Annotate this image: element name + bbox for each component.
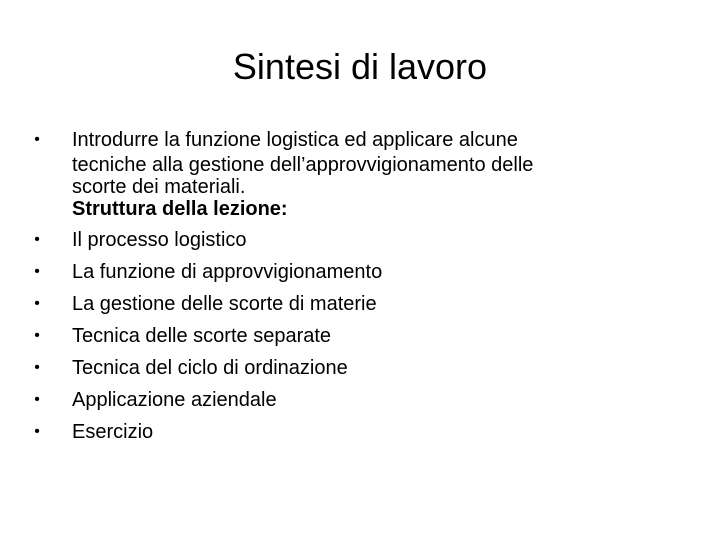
bullet-item: [30, 416, 690, 448]
intro-line-1: Introdurre la funzione logistica ed applicare alcune: [72, 129, 518, 151]
bullet-icon: •: [34, 327, 40, 344]
bullet-icon: •: [34, 231, 40, 248]
bullet-item-label: Esercizio: [72, 421, 154, 443]
intro-line-3: scorte dei materiali.: [72, 176, 246, 198]
bullet-item-label: Tecnica del ciclo di ordinazione: [72, 357, 348, 379]
bullet-item-label: La gestione delle scorte di materie: [72, 293, 377, 315]
bullet-item: [30, 256, 690, 288]
bullet-item: [30, 224, 690, 256]
bullet-icon: •: [34, 359, 40, 376]
bullet-item: [30, 320, 690, 352]
bullet-list: [30, 126, 690, 448]
lesson-structure-heading: Struttura della lezione:: [72, 198, 288, 220]
intro-line-2: tecniche alla gestione dell’approvvigionamento delle: [72, 154, 534, 176]
bullet-icon: •: [34, 131, 40, 148]
bullet-icon: •: [34, 295, 40, 312]
bullet-icon: •: [34, 263, 40, 280]
bullet-item: [30, 384, 690, 416]
slide-title: Sintesi di lavoro: [232, 46, 488, 87]
bullet-item-label: Tecnica delle scorte separate: [72, 325, 332, 347]
bullet-icon: •: [34, 423, 40, 440]
bullet-item-label: Il processo logistico: [72, 229, 247, 251]
bullet-item: [30, 352, 690, 384]
bullet-item-intro: [30, 126, 690, 224]
bullet-item-label: Applicazione aziendale: [72, 389, 277, 411]
bullet-item-label: La funzione di approvvigionamento: [72, 261, 383, 283]
bullet-item: [30, 288, 690, 320]
bullet-icon: •: [34, 391, 40, 408]
